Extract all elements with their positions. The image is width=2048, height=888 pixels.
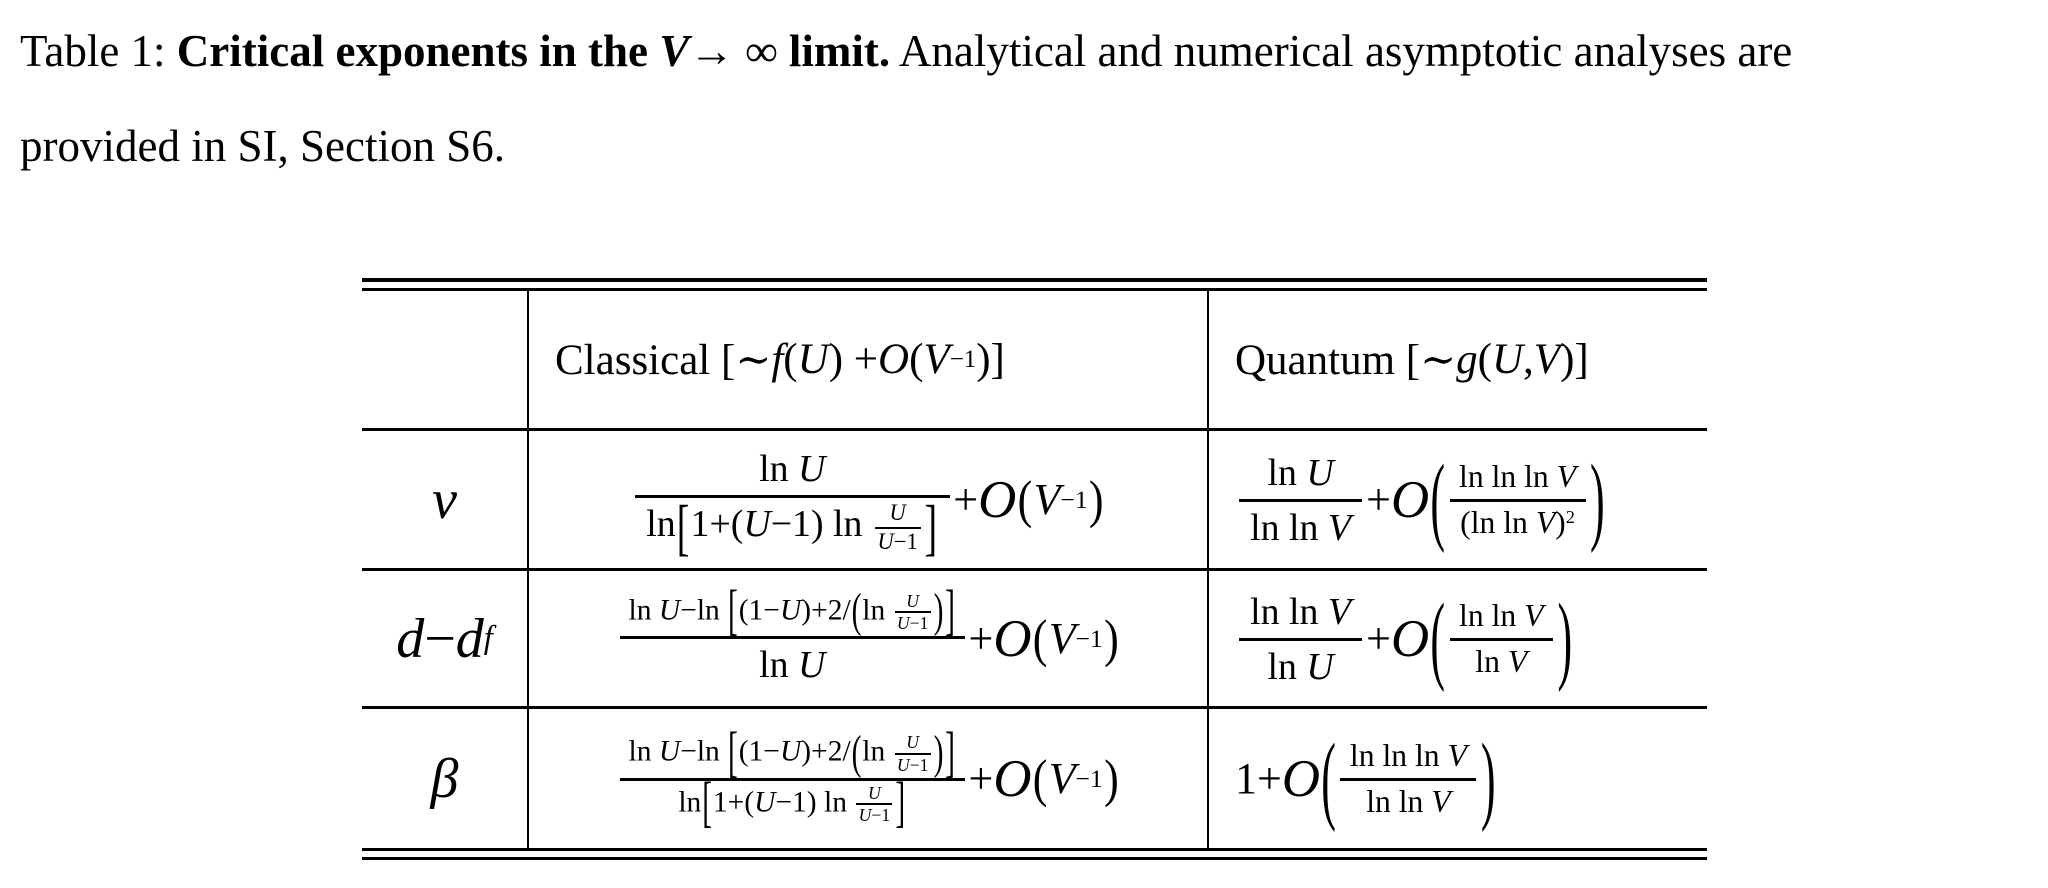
- math-superscript: [1076, 764, 1103, 794]
- cell-beta-classical: [527, 709, 1207, 848]
- caption-title-bold: Critical exponents in the: [176, 26, 660, 76]
- cell-ddf-classical: [527, 571, 1207, 709]
- math-text: )+2/: [801, 735, 851, 768]
- math-numerator: [620, 580, 965, 642]
- math-text: 1+(: [690, 503, 744, 546]
- math-fence: ): [1104, 749, 1119, 808]
- math-text: (: [783, 336, 798, 383]
- caption-variable-v: V: [659, 26, 690, 76]
- math-fence: ]: [924, 492, 938, 563]
- math-text: ) +: [828, 336, 879, 383]
- math-numerator: [1450, 597, 1553, 640]
- math-fence: (: [851, 727, 862, 779]
- math-fraction: [856, 784, 892, 825]
- math-fraction: [620, 580, 965, 686]
- math-fence: ): [1480, 723, 1496, 834]
- math-numerator: [895, 733, 931, 755]
- math-text: −ln: [680, 593, 728, 626]
- math-text: ln: [759, 643, 798, 686]
- math-denominator: [1239, 641, 1363, 689]
- math-fraction: [895, 733, 931, 774]
- header-classical-cell: [527, 291, 1207, 431]
- math-fence: ): [1104, 609, 1119, 668]
- math-var: U: [906, 590, 920, 611]
- math-var: V: [1431, 783, 1451, 819]
- math-text: ln: [1267, 451, 1307, 494]
- math-denominator: [1450, 641, 1553, 680]
- math-fence: ): [1088, 470, 1104, 529]
- math-fraction: [1450, 597, 1553, 680]
- math-denominator: [1239, 502, 1363, 550]
- math-numerator: [856, 784, 892, 806]
- math-denominator: [856, 805, 892, 825]
- math-superscript: [1566, 507, 1575, 527]
- math-text: ln: [678, 785, 702, 818]
- math-var: O: [878, 336, 910, 383]
- header-quantum-cell: [1207, 291, 1707, 431]
- table-bottom-double-rule: [362, 848, 1707, 860]
- math-numerator: [1340, 737, 1476, 780]
- math-text: ln ln: [1366, 783, 1432, 819]
- math-text: ,: [1523, 336, 1534, 383]
- math-var: O: [1281, 749, 1320, 808]
- math-text: ln: [628, 593, 659, 626]
- math-fence: ): [1590, 444, 1605, 555]
- math-numerator: [635, 445, 950, 497]
- math-superscript: [1076, 624, 1103, 654]
- math-var: O: [993, 749, 1032, 808]
- row-ddf-label: [362, 571, 527, 709]
- math-fence: (: [851, 585, 862, 638]
- math-var: U: [906, 732, 920, 753]
- critical-exponents-table: [362, 278, 1707, 860]
- math-text: ln: [1267, 645, 1307, 688]
- math-text: ln ln ln: [1459, 459, 1557, 495]
- math-fraction: [1239, 588, 1363, 688]
- math-var: V: [1447, 738, 1467, 774]
- math-text: (: [1477, 336, 1492, 383]
- caption-title-bold-tail: → ∞ limit.: [689, 26, 891, 76]
- math-fraction: [620, 722, 965, 834]
- row-nu-label: [362, 431, 527, 571]
- table-caption: [20, 4, 1792, 194]
- math-var: U: [858, 805, 872, 826]
- math-var: U: [868, 782, 881, 803]
- math-fence: (: [1430, 583, 1446, 694]
- math-denominator: [875, 529, 921, 554]
- math-numerator: [1450, 458, 1586, 501]
- math-text: (ln ln: [1460, 504, 1536, 540]
- math-var: U: [797, 336, 829, 383]
- math-denominator: [635, 492, 950, 563]
- math-var: U: [797, 643, 826, 686]
- caption-line-1: [20, 4, 1792, 99]
- math-var: U: [896, 755, 910, 776]
- math-text: +: [968, 614, 994, 663]
- math-numerator: [895, 592, 931, 614]
- cell-nu-classical: [527, 431, 1207, 571]
- math-text: ln: [759, 447, 798, 490]
- math-var: V: [1524, 598, 1544, 634]
- math-text: (: [909, 336, 924, 383]
- math-var: U: [754, 785, 776, 818]
- math-denominator: [1340, 781, 1476, 820]
- math-var: O: [1390, 609, 1430, 668]
- caption-table-number: Table 1:: [20, 26, 177, 76]
- math-text: ln ln: [1459, 598, 1525, 634]
- math-text: ln: [628, 735, 659, 768]
- math-var: U: [1306, 451, 1334, 494]
- math-var: U: [797, 447, 826, 490]
- math-var: O: [978, 470, 1017, 529]
- math-text: Quantum [∼: [1235, 336, 1457, 384]
- math-fence: [: [676, 492, 690, 563]
- math-text: −1: [1060, 484, 1088, 514]
- math-var: U: [779, 735, 802, 768]
- math-var: V: [923, 336, 950, 383]
- math-fraction: [875, 501, 921, 553]
- math-text: −ln: [680, 735, 728, 768]
- math-var: V: [1033, 475, 1061, 524]
- math-numerator: [875, 501, 921, 528]
- math-numerator: [1239, 588, 1363, 640]
- math-var: V: [1327, 506, 1351, 549]
- table-grid: [362, 291, 1707, 848]
- math-text: −1: [909, 755, 929, 776]
- math-text: ln ln: [1250, 590, 1328, 633]
- math-subscript: [484, 620, 493, 657]
- math-fence: (: [1321, 723, 1336, 834]
- math-denominator: [895, 755, 931, 775]
- math-text: 2: [1565, 506, 1575, 527]
- math-fraction: [895, 592, 931, 633]
- math-var: V: [1556, 459, 1577, 495]
- math-fence: [: [702, 772, 713, 834]
- caption-body-text-2: provided in SI, Section S6.: [20, 121, 505, 171]
- math-var: U: [877, 528, 894, 554]
- math-denominator: [620, 639, 965, 687]
- math-var: g: [1456, 336, 1478, 383]
- math-fence: ]: [945, 580, 955, 642]
- math-fence: ]: [945, 722, 955, 784]
- math-var: d: [396, 607, 425, 670]
- math-fence: ]: [895, 772, 906, 834]
- math-fence: (: [1032, 609, 1048, 668]
- math-text: +: [968, 754, 994, 803]
- math-text: −1: [893, 528, 918, 554]
- math-var: U: [658, 593, 681, 626]
- cell-nu-quantum: [1207, 431, 1707, 571]
- math-text: −1: [1075, 763, 1103, 793]
- math-var: V: [1507, 643, 1528, 679]
- table-top-double-rule: [362, 278, 1707, 291]
- math-text: −1) ln: [775, 785, 855, 818]
- math-superscript: [950, 346, 977, 374]
- math-denominator: [1450, 502, 1586, 541]
- caption-body-text: Analytical and numerical asymptotic analyses are: [890, 26, 1793, 76]
- math-text: −: [424, 607, 456, 670]
- math-fence: (: [1430, 444, 1446, 555]
- math-text: 1+: [1235, 754, 1282, 803]
- math-fence: (: [1017, 470, 1033, 529]
- math-text: )]: [1560, 336, 1589, 383]
- math-text: (1−: [738, 735, 780, 768]
- math-var: V: [1533, 336, 1561, 383]
- math-var: V: [1535, 504, 1556, 540]
- math-text: (1−: [738, 593, 780, 626]
- math-text: −1) ln: [770, 503, 872, 546]
- math-text: ln: [862, 735, 893, 768]
- cell-ddf-quantum: [1207, 571, 1707, 709]
- math-fence: [: [728, 722, 738, 784]
- math-var: O: [1390, 470, 1430, 529]
- math-superscript: [1060, 485, 1087, 515]
- math-var: β: [430, 747, 459, 810]
- header-empty-cell: [362, 291, 527, 431]
- math-fraction: [635, 445, 950, 563]
- math-var: U: [1306, 645, 1334, 688]
- math-text: ): [1555, 504, 1566, 540]
- math-var: U: [743, 503, 771, 546]
- math-var: f: [483, 620, 493, 656]
- math-var: d: [455, 607, 484, 670]
- math-text: −1: [949, 345, 977, 373]
- math-text: −1: [909, 613, 929, 634]
- math-text: )+2/: [801, 593, 851, 626]
- math-fence: ): [933, 585, 944, 638]
- math-var: U: [779, 593, 802, 626]
- math-fraction: [1340, 737, 1476, 820]
- math-var: O: [993, 609, 1032, 668]
- caption-line-2: [20, 99, 1792, 194]
- math-fence: ): [1557, 583, 1573, 694]
- math-text: ln: [1475, 643, 1508, 679]
- math-numerator: [620, 722, 965, 784]
- math-fence: (: [1032, 749, 1048, 808]
- math-text: +: [1366, 614, 1391, 663]
- cell-beta-quantum: [1207, 709, 1707, 848]
- math-text: ln: [646, 503, 676, 546]
- math-var: f: [771, 336, 784, 383]
- math-text: ln: [862, 593, 893, 626]
- math-denominator: [895, 613, 931, 633]
- math-text: 1+(: [712, 785, 755, 818]
- math-var: U: [658, 735, 681, 768]
- math-numerator: [1239, 449, 1363, 501]
- math-text: Classical [∼: [555, 336, 772, 384]
- math-text: ln ln ln: [1349, 738, 1448, 774]
- math-text: −1: [871, 805, 891, 826]
- math-var: ν: [432, 468, 457, 531]
- math-fence: ): [933, 727, 944, 779]
- math-var: U: [889, 500, 906, 526]
- math-var: U: [896, 613, 910, 634]
- math-text: ln ln: [1250, 506, 1328, 549]
- math-denominator: [620, 772, 965, 834]
- math-fraction: [1450, 458, 1586, 541]
- row-beta-label: [362, 709, 527, 848]
- math-text: +: [953, 475, 979, 524]
- math-var: V: [1048, 614, 1076, 663]
- math-fraction: [1239, 449, 1363, 549]
- math-text: )]: [976, 336, 1005, 383]
- math-var: U: [1491, 336, 1524, 383]
- math-var: V: [1327, 590, 1351, 633]
- math-text: −1: [1075, 623, 1103, 653]
- math-fence: [: [728, 580, 738, 642]
- math-var: V: [1048, 754, 1076, 803]
- math-text: +: [1366, 475, 1391, 524]
